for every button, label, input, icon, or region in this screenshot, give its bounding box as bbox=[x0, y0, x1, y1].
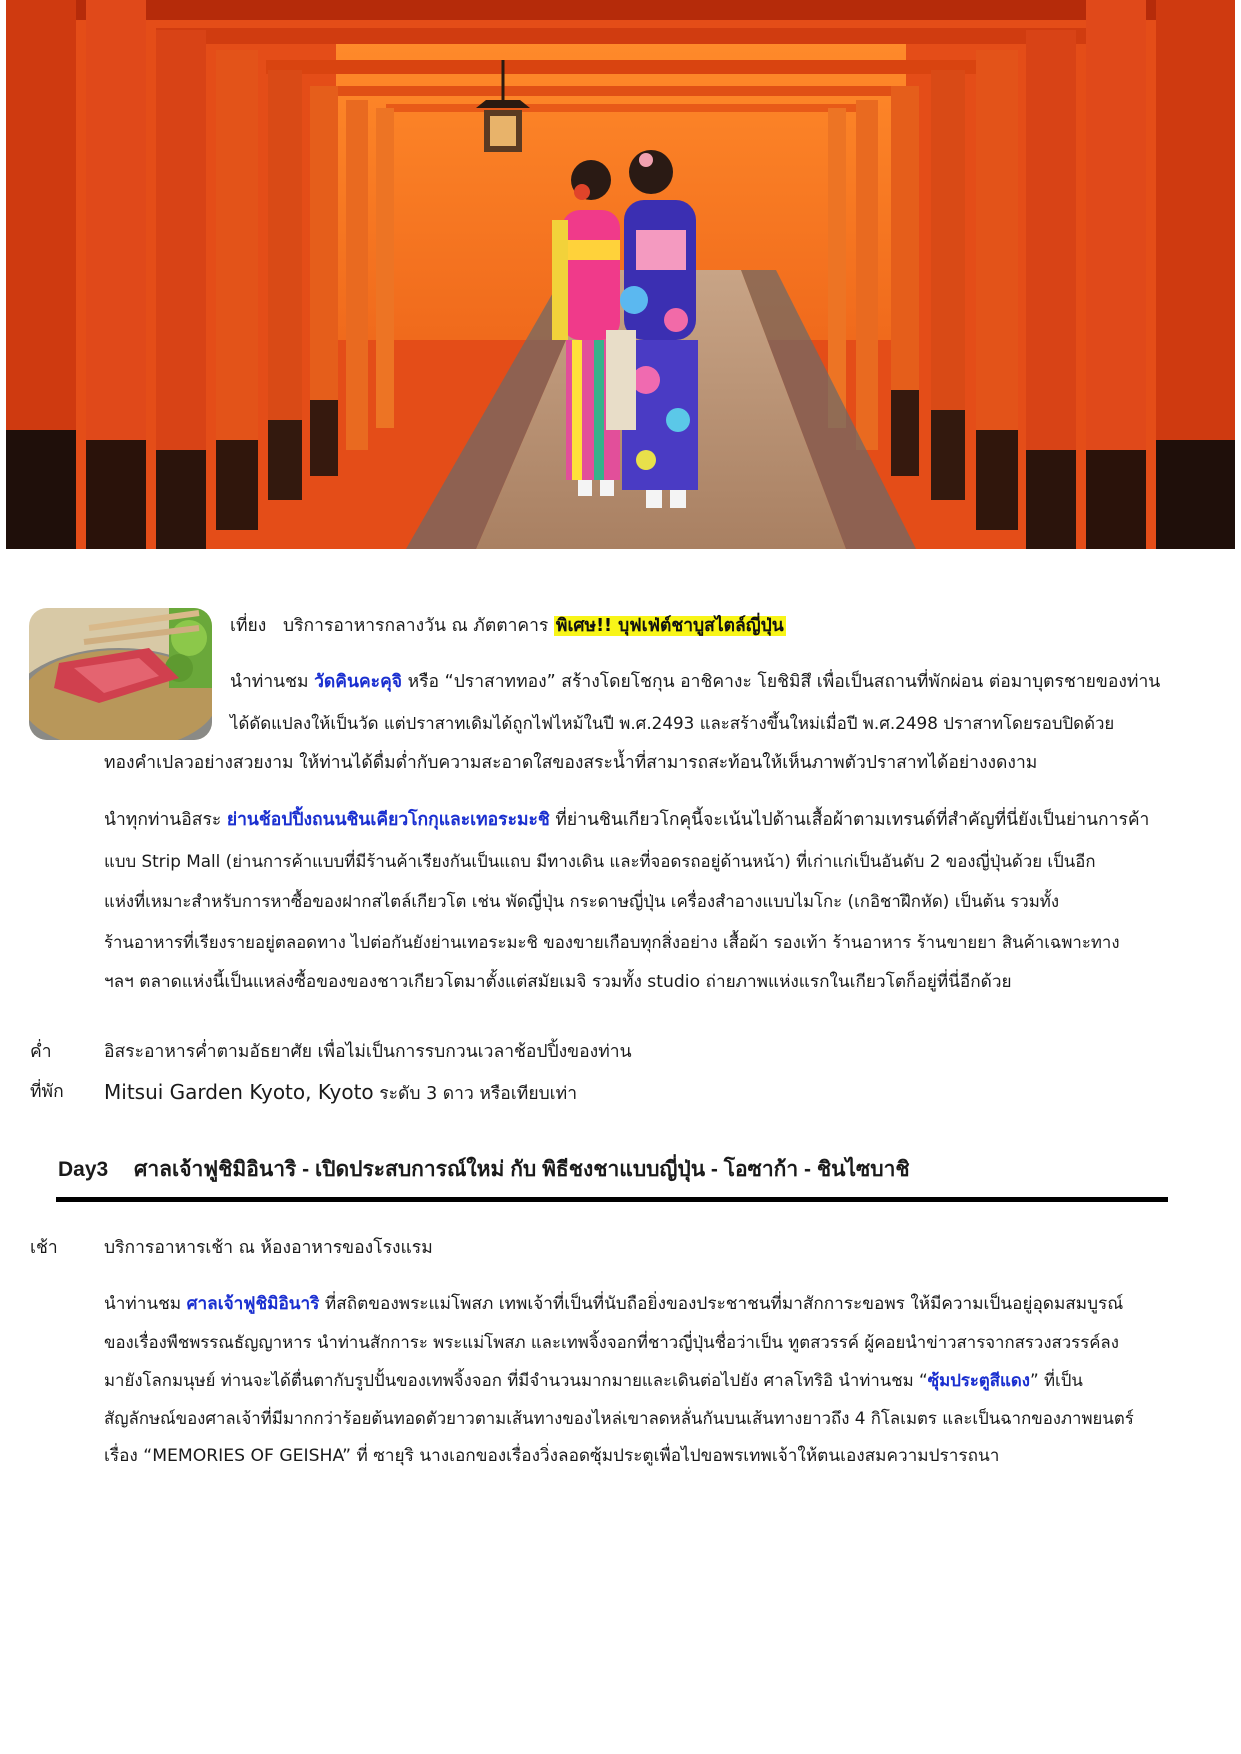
shopping-line-3: แห่งที่เหมาะสำหรับการหาซื้อของฝากสไตล์เกียวโต เช่น พัดญี่ปุ่น กระดาษญี่ปุ่น เครื่องสำอางแบบไมโกะ (เกอิชาฝึกหัด) เป็นต้น รวมทั้ง bbox=[104, 891, 1060, 911]
fushimi-line-4: สัญลักษณ์ของศาลเจ้าที่มีมากกว่าร้อยต้นทอดตัวยาวตามเส้นทางของไหล่เขาลดหลั่นกันบนเส้นทางยาวถึง 4 กิโลเมตร และเป็นฉากของภาพยนตร์ bbox=[104, 1408, 1134, 1428]
kinkakuji-line-3: ทองคำเปลวอย่างสวยงาม ให้ท่านได้ดื่มด่ำกับความสะอาดใสของสระน้ำที่สามารถสะท้อนให้เห็นภาพตัวปราสาทได้อย่างงดงาม bbox=[104, 753, 1038, 773]
kinkakuji-line-2: ได้ดัดแปลงให้เป็นวัด แต่ปราสาทเดิมได้ถูกไฟไหม้ในปี พ.ศ.2493 และสร้างขึ้นใหม่เมื่อปี พ.ศ.2498 ปราสาทโดยรอบปิดด้วย bbox=[230, 713, 1115, 733]
shabu-photo bbox=[29, 608, 212, 740]
day3-tag: Day3 bbox=[58, 1158, 109, 1181]
fushimi-text-1: ที่สถิตของพระแม่โพสภ เทพเจ้าที่เป็นที่นับถือยิ่งของประชาชนที่มาสักการะขอพร ให้มีความเป็นอยู่อุดมสมบูรณ์ bbox=[324, 1294, 1124, 1314]
hotel-label: ที่พัก bbox=[30, 1082, 64, 1102]
fushimi-intro: นำท่านชม bbox=[104, 1294, 182, 1314]
shopping-line-1 bbox=[104, 800, 1149, 840]
breakfast-label: เช้า bbox=[30, 1238, 58, 1258]
hotel-line bbox=[104, 1072, 577, 1114]
hero-photo bbox=[6, 0, 1235, 549]
fushimi-line-1 bbox=[104, 1284, 1123, 1324]
dinner-text: อิสระอาหารค่ำตามอัธยาศัย เพื่อไม่เป็นการรบกวนเวลาช้อปปิ้งของท่าน bbox=[104, 1042, 632, 1062]
fushimi-line-2: ของเรื่องพืชพรรณธัญญาหาร นำท่านสักการะ พระแม่โพสภ และเทพจิ้งจอกที่ชาวญี่ปุ่นชื่อว่าเป็น ทูตสวรรค์ ผู้คอยนำข่าวสารจากสรวงสวรรค์ลง bbox=[104, 1332, 1119, 1352]
fushimi-text-3b: ” ที่เป็น bbox=[1029, 1370, 1083, 1390]
shopping-name: ย่านช้อปปิ้งถนนชินเคียวโกกุและเทอระมะชิ bbox=[226, 810, 550, 830]
fushimi-line-5: เรื่อง “MEMORIES OF GEISHA” ที่ ซายุริ นางเอกของเรื่องวิ่งลอดซุ้มประตูเพื่อไปขอพรเทพเจ้าให้ตนเองสมความปรารถนา bbox=[104, 1446, 1000, 1466]
fushimi-line-3 bbox=[104, 1360, 1083, 1400]
shopping-line-2: แบบ Strip Mall (ย่านการค้าแบบที่มีร้านค้าเรียงกันเป็นแถบ มีทางเดิน และที่จอดรถอยู่ด้านหน้า) ที่เก่าแก่เป็นอันดับ 2 ของญี่ปุ่นด้วย เป็นอีก bbox=[104, 851, 1096, 871]
lunch-highlight: พิเศษ!! บุฟเฟ่ต์ชาบูสไตล์ญี่ปุ่น bbox=[555, 616, 784, 636]
fushimi-name: ศาลเจ้าฟูชิมิอินาริ bbox=[186, 1294, 320, 1314]
shopping-intro: นำทุกท่านอิสระ bbox=[104, 810, 222, 830]
lunch-text: บริการอาหารกลางวัน ณ ภัตตาคาร bbox=[283, 616, 549, 636]
kinkakuji-intro: นำท่านชม bbox=[230, 672, 309, 692]
fushimi-text-3a: มายังโลกมนุษย์ ท่านจะได้ตื่นตากับรูปปั้นของเทพจิ้งจอก ที่มีจำนวนมากมายและเดินต่อไปยัง ศาลโทริอิ นำท่านชม “ bbox=[104, 1370, 928, 1390]
heading-divider bbox=[56, 1197, 1168, 1202]
day3-title: ศาลเจ้าฟูชิมิอินาริ - เปิดประสบการณ์ใหม่ กับ พิธีชงชาแบบญี่ปุ่น - โอซาก้า - ชินไซบาชิ bbox=[134, 1158, 910, 1181]
shopping-line-5: ฯลฯ ตลาดแห่งนี้เป็นแหล่งซื้อของของชาวเกียวโตมาตั้งแต่สมัยเมจิ รวมทั้ง studio ถ่ายภาพแห่งแรกในเกียวโตก็อยู่ที่นี่อีกด้วย bbox=[104, 972, 1012, 992]
hotel-rating: ระดับ 3 ดาว หรือเทียบเท่า bbox=[379, 1084, 578, 1104]
breakfast-text: บริการอาหารเช้า ณ ห้องอาหารของโรงแรม bbox=[104, 1238, 433, 1258]
shopping-line-4: ร้านอาหารที่เรียงรายอยู่ตลอดทาง ไปต่อกันยังย่านเทอระมะชิ ของขายเกือบทุกสิ่งอย่าง เสื้อผ้า รองเท้า ร้านอาหาร ร้านขายยา สินค้าเฉพาะทาง bbox=[104, 932, 1120, 952]
lunch-line bbox=[230, 606, 786, 646]
shopping-text-1: ที่ย่านชินเกียวโกคุนี้จะเน้นไปด้านเสื้อผ้าตามเทรนด์ที่สำคัญที่นี่ยังเป็นย่านการค้า bbox=[555, 810, 1150, 830]
dinner-label: ค่ำ bbox=[30, 1042, 52, 1062]
kinkakuji-line-1 bbox=[230, 662, 1160, 702]
day3-heading bbox=[58, 1150, 1168, 1190]
fushimi-gate: ซุ้มประตูสีแดง bbox=[927, 1370, 1030, 1390]
kinkakuji-text-1: หรือ “ปราสาททอง” สร้างโดยโชกุน อาชิคางะ โยชิมิสึ เพื่อเป็นสถานที่พักผ่อน ต่อมาบุตรชายของท่าน bbox=[407, 672, 1161, 692]
kinkakuji-name: วัดคินคะคุจิ bbox=[314, 672, 403, 692]
lunch-label: เที่ยง bbox=[230, 616, 267, 636]
hotel-name: Mitsui Garden Kyoto, Kyoto bbox=[104, 1080, 374, 1104]
